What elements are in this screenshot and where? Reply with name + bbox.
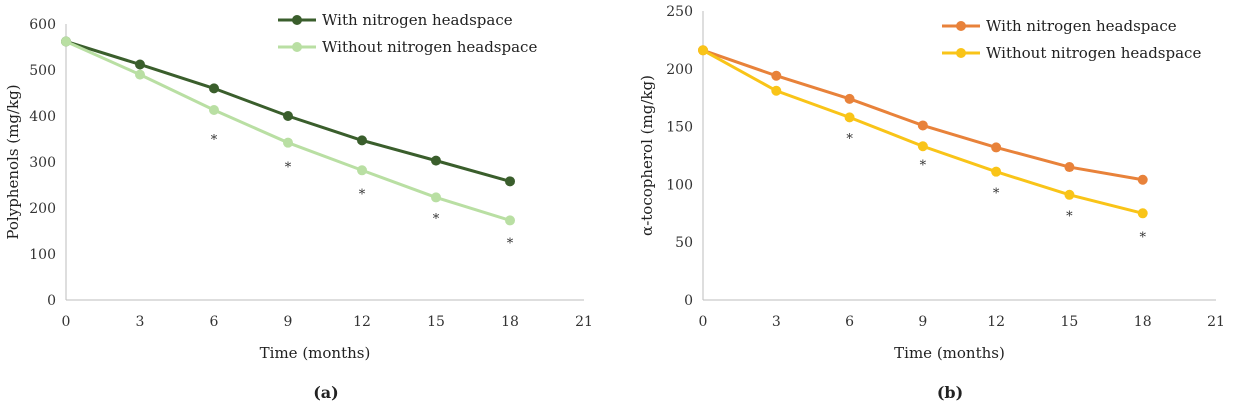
y-tick-label: 600 [29, 17, 56, 33]
x-tick-label: 12 [353, 314, 371, 330]
data-point [357, 165, 367, 175]
y-tick-label: 100 [29, 247, 56, 263]
data-point [209, 105, 219, 115]
data-point [283, 138, 293, 148]
data-point [991, 142, 1001, 152]
significance-marker: * [846, 132, 853, 148]
legend-swatch-marker [956, 48, 966, 58]
legend-swatch-marker [292, 42, 302, 52]
data-point [1064, 190, 1074, 200]
x-tick-label: 15 [1060, 314, 1079, 330]
data-point [991, 167, 1001, 177]
data-point [918, 141, 928, 151]
x-tick-label: 9 [283, 314, 293, 330]
significance-marker: * [919, 158, 927, 174]
data-point [698, 45, 708, 55]
chart-panel-b [638, 4, 1225, 402]
data-point [357, 135, 367, 145]
significance-marker: * [210, 133, 218, 148]
data-point [505, 215, 515, 225]
x-tick-label: 21 [575, 314, 593, 330]
x-tick-label: 0 [61, 314, 71, 330]
data-point [1064, 162, 1074, 172]
x-tick-label: 21 [1207, 314, 1225, 330]
x-tick-label: 9 [918, 314, 928, 330]
x-axis-title: Time (months) [894, 344, 1005, 362]
x-axis-title: Time (months) [259, 344, 371, 362]
y-tick-label: 100 [666, 177, 693, 194]
y-axis-title: Polyphenols (mg/kg) [4, 84, 22, 240]
significance-marker: * [432, 212, 440, 228]
x-tick-label: 3 [135, 314, 145, 330]
legend-label: With nitrogen headspace [986, 17, 1177, 35]
chart-panel-a [4, 11, 593, 402]
x-tick-label: 18 [1133, 314, 1152, 330]
significance-marker: * [992, 186, 1000, 202]
y-tick-label: 300 [29, 155, 56, 171]
data-point [61, 36, 71, 46]
y-tick-label: 0 [47, 293, 56, 309]
legend-label: Without nitrogen headspace [986, 44, 1202, 62]
legend-swatch-marker [292, 15, 302, 25]
significance-marker: * [1139, 230, 1146, 246]
data-point [918, 120, 928, 130]
x-tick-label: 12 [987, 314, 1006, 330]
x-tick-label: 18 [501, 314, 519, 330]
data-point [1138, 208, 1148, 218]
y-tick-label: 0 [684, 293, 693, 309]
legend-label: Without nitrogen headspace [322, 38, 538, 56]
data-point [135, 70, 145, 80]
y-tick-label: 400 [29, 109, 56, 125]
data-point [209, 83, 219, 93]
data-point [845, 94, 855, 104]
significance-marker: * [358, 187, 366, 203]
significance-marker: * [284, 160, 292, 176]
series-line-2 [66, 41, 510, 220]
y-tick-label: 250 [666, 4, 693, 20]
y-tick-label: 150 [666, 119, 693, 136]
data-point [771, 86, 781, 96]
legend-swatch-marker [956, 21, 966, 31]
data-point [135, 59, 145, 69]
x-tick-label: 6 [845, 314, 855, 330]
panel-label-a: (a) [313, 383, 339, 402]
data-point [845, 112, 855, 122]
y-tick-label: 500 [29, 63, 56, 79]
y-tick-label: 50 [675, 235, 693, 252]
legend-label: With nitrogen headspace [322, 11, 513, 29]
x-tick-label: 6 [209, 314, 219, 330]
data-point [771, 71, 781, 81]
significance-marker: * [1066, 209, 1073, 225]
data-point [431, 156, 441, 166]
y-tick-label: 200 [29, 201, 56, 217]
x-tick-label: 3 [771, 314, 781, 330]
significance-marker: * [506, 236, 514, 252]
x-tick-label: 0 [698, 314, 708, 330]
data-point [1138, 175, 1148, 185]
data-point [431, 192, 441, 202]
data-point [505, 176, 515, 186]
panel-label-b: (b) [936, 383, 964, 402]
x-tick-label: 15 [427, 314, 445, 330]
y-tick-label: 200 [666, 61, 693, 78]
data-point [283, 111, 293, 121]
y-axis-title: α-tocopherol (mg/kg) [638, 75, 656, 236]
